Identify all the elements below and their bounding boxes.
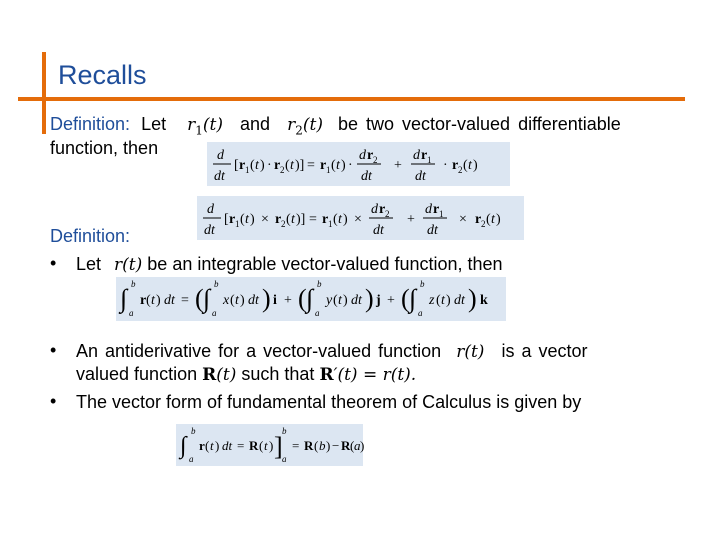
svg-text:(: (: [146, 293, 151, 308]
svg-text:k: k: [480, 293, 488, 308]
accent-vertical-line: [42, 52, 46, 134]
formula-dot-product: [207, 142, 510, 186]
svg-text:): ): [260, 158, 265, 173]
svg-text:): ): [446, 293, 451, 308]
svg-text:−: −: [332, 438, 340, 453]
svg-text:x: x: [223, 293, 230, 308]
svg-text:b: b: [317, 279, 322, 289]
svg-text:=: =: [237, 438, 245, 453]
svg-text:): ): [468, 284, 477, 313]
svg-text:(: (: [205, 438, 210, 453]
svg-text:∫: ∫: [306, 284, 314, 313]
svg-text:): ): [156, 293, 161, 308]
svg-text:·: ·: [443, 158, 448, 173]
svg-text:d: d: [425, 202, 432, 217]
bullet-dot: •: [50, 253, 57, 273]
svg-text:): ): [269, 438, 274, 453]
svg-text:t: t: [338, 212, 342, 227]
svg-text:∫: ∫: [120, 284, 128, 313]
svg-text:): ): [240, 293, 245, 308]
svg-text:)]: )]: [296, 212, 306, 227]
svg-text:t: t: [245, 212, 249, 227]
svg-text:r: r: [320, 158, 327, 173]
svg-text:r: r: [199, 438, 205, 453]
def1-and: and: [240, 114, 271, 134]
svg-text:dt: dt: [361, 169, 372, 184]
svg-text:(: (: [195, 284, 204, 313]
def1-be-text: be two vector-valued differentiable: [337, 114, 621, 134]
svg-text:+: +: [407, 212, 415, 227]
svg-text:t: t: [491, 212, 495, 227]
svg-text:b: b: [319, 438, 326, 453]
svg-text:dt: dt: [351, 293, 362, 308]
svg-text:b: b: [214, 279, 219, 289]
svg-text:=: =: [181, 293, 189, 308]
svg-text:t: t: [255, 158, 259, 173]
bullet-dot: •: [50, 391, 57, 411]
svg-text:×: ×: [459, 212, 467, 227]
svg-text:t: t: [151, 293, 155, 308]
svg-text:b: b: [420, 279, 425, 289]
svg-text:a: a: [315, 308, 320, 318]
svg-text:d: d: [207, 202, 214, 217]
svg-text:R: R: [249, 438, 259, 453]
svg-text:)]: )]: [295, 158, 305, 173]
svg-text:+: +: [387, 293, 395, 308]
svg-text:(: (: [486, 212, 491, 227]
svg-text:1: 1: [326, 165, 331, 175]
svg-text:R: R: [304, 438, 314, 453]
svg-text:t: t: [290, 158, 294, 173]
svg-text:t: t: [338, 293, 342, 308]
svg-text:dt: dt: [427, 223, 438, 238]
svg-text:): ): [473, 158, 478, 173]
svg-text:∫: ∫: [409, 284, 417, 313]
svg-text:2: 2: [458, 165, 463, 175]
svg-text:2: 2: [281, 219, 286, 229]
svg-text:[: [: [234, 158, 239, 173]
svg-text:b: b: [191, 426, 196, 436]
svg-text:r: r: [367, 148, 374, 163]
svg-text:(: (: [250, 158, 255, 173]
svg-text:t: t: [441, 293, 445, 308]
slide-title: Recalls: [58, 60, 147, 90]
svg-text:r: r: [274, 158, 281, 173]
svg-text:·: ·: [348, 158, 353, 173]
svg-text:r: r: [239, 158, 246, 173]
svg-text:t: t: [264, 438, 268, 453]
svg-text:): ): [326, 438, 331, 453]
svg-text:(: (: [436, 293, 441, 308]
svg-text:dt: dt: [454, 293, 465, 308]
svg-text:dt: dt: [164, 293, 175, 308]
svg-text:[: [: [224, 212, 229, 227]
svg-text:j: j: [376, 293, 381, 308]
svg-text:r: r: [475, 212, 482, 227]
svg-text:): ): [343, 212, 348, 227]
bullet3-text: The vector form of fundamental theorem of Calculus is given by: [76, 392, 582, 412]
formula-integral-components: [116, 277, 506, 321]
svg-text:a: a: [418, 308, 423, 318]
R-prime-symbol: R: [319, 365, 334, 385]
svg-text:r: r: [229, 212, 236, 227]
svg-text:(: (: [298, 284, 307, 313]
svg-text:r: r: [421, 148, 428, 163]
svg-text:t: t: [336, 158, 340, 173]
svg-text:(: (: [286, 212, 291, 227]
svg-text:a: a: [282, 454, 287, 464]
svg-text:1: 1: [235, 219, 240, 229]
svg-text:): ): [365, 284, 374, 313]
bullet2-line1: An antiderivative for a vector-valued function r(t) is a vector: [76, 341, 588, 362]
svg-text:): ): [496, 212, 501, 227]
formula-cross-product: [197, 196, 524, 240]
svg-text:(: (: [285, 158, 290, 173]
svg-text:dt: dt: [204, 223, 215, 238]
svg-text:+: +: [394, 158, 402, 173]
svg-text:dt: dt: [214, 169, 225, 184]
svg-text:R: R: [341, 438, 351, 453]
R-symbol: R: [202, 365, 217, 385]
svg-text:×: ×: [354, 212, 362, 227]
svg-text:t: t: [468, 158, 472, 173]
svg-text:(: (: [314, 438, 319, 453]
svg-text:d: d: [413, 148, 420, 163]
svg-text:dt: dt: [248, 293, 259, 308]
svg-text:d: d: [359, 148, 366, 163]
svg-text:r: r: [275, 212, 282, 227]
def1-line2: function, then: [50, 138, 159, 158]
svg-text:(: (: [230, 293, 235, 308]
svg-text:z: z: [429, 293, 435, 308]
svg-text:dt: dt: [222, 438, 233, 453]
svg-text:): ): [341, 158, 346, 173]
svg-text:∫: ∫: [203, 284, 211, 313]
svg-text:r: r: [433, 202, 440, 217]
svg-text:t: t: [235, 293, 239, 308]
svg-text:a: a: [354, 438, 361, 453]
svg-text:r: r: [322, 212, 329, 227]
svg-text:=: =: [309, 212, 317, 227]
svg-text:·: ·: [267, 158, 272, 173]
svg-text:1: 1: [328, 219, 333, 229]
svg-text:t: t: [291, 212, 295, 227]
svg-text:): ): [262, 284, 271, 313]
bullet-dot: •: [50, 340, 57, 360]
svg-text:2: 2: [385, 209, 390, 219]
svg-text:r: r: [452, 158, 459, 173]
svg-text:): ): [250, 212, 255, 227]
svg-text:dt: dt: [373, 223, 384, 238]
svg-text:i: i: [273, 293, 277, 308]
bullet1-text: Let r(t) be an integrable vector-valued function, then: [76, 254, 503, 275]
svg-text:): ): [360, 438, 365, 453]
svg-text:∫: ∫: [180, 433, 187, 459]
svg-text:2: 2: [373, 155, 378, 165]
svg-text:(: (: [259, 438, 264, 453]
r-t-symbol: r(t): [114, 255, 143, 275]
svg-text:r: r: [379, 202, 386, 217]
svg-text:d: d: [371, 202, 378, 217]
svg-text:dt: dt: [415, 169, 426, 184]
r-t-symbol: r(t): [456, 342, 485, 362]
svg-text:b: b: [131, 279, 136, 289]
svg-text:1: 1: [439, 209, 444, 219]
svg-text:(: (: [331, 158, 336, 173]
svg-text:(: (: [401, 284, 410, 313]
svg-text:y: y: [326, 293, 333, 308]
svg-text:=: =: [307, 158, 315, 173]
svg-text:): ): [215, 438, 220, 453]
r1-symbol: $r_1(t)$: [187, 115, 223, 138]
svg-text:t: t: [210, 438, 214, 453]
svg-text:r: r: [140, 293, 147, 308]
svg-text:]: ]: [274, 432, 283, 461]
svg-text:(: (: [333, 293, 338, 308]
svg-text:): ): [343, 293, 348, 308]
svg-text:a: a: [129, 308, 134, 318]
formula-fundamental-theorem: [176, 424, 363, 466]
svg-text:1: 1: [245, 165, 250, 175]
svg-text:+: +: [284, 293, 292, 308]
svg-text:2: 2: [280, 165, 285, 175]
svg-text:(: (: [240, 212, 245, 227]
bullet2-line2: valued function R(t) such that R′(t) = r(t).: [76, 364, 417, 385]
r2-symbol: $r_2(t)$: [287, 115, 323, 138]
def2-label: Definition:: [50, 226, 131, 246]
svg-text:(: (: [463, 158, 468, 173]
svg-text:(: (: [350, 438, 355, 453]
svg-text:a: a: [212, 308, 217, 318]
svg-text:1: 1: [427, 155, 432, 165]
svg-text:2: 2: [481, 219, 486, 229]
svg-text:b: b: [282, 426, 287, 436]
svg-text:d: d: [217, 148, 224, 163]
def1-label: Definition:: [50, 114, 131, 134]
svg-text:=: =: [292, 438, 300, 453]
def1-let: Let: [141, 114, 167, 134]
svg-text:×: ×: [261, 212, 269, 227]
svg-text:a: a: [189, 454, 194, 464]
accent-horizontal-line: [18, 97, 685, 101]
svg-text:(: (: [333, 212, 338, 227]
